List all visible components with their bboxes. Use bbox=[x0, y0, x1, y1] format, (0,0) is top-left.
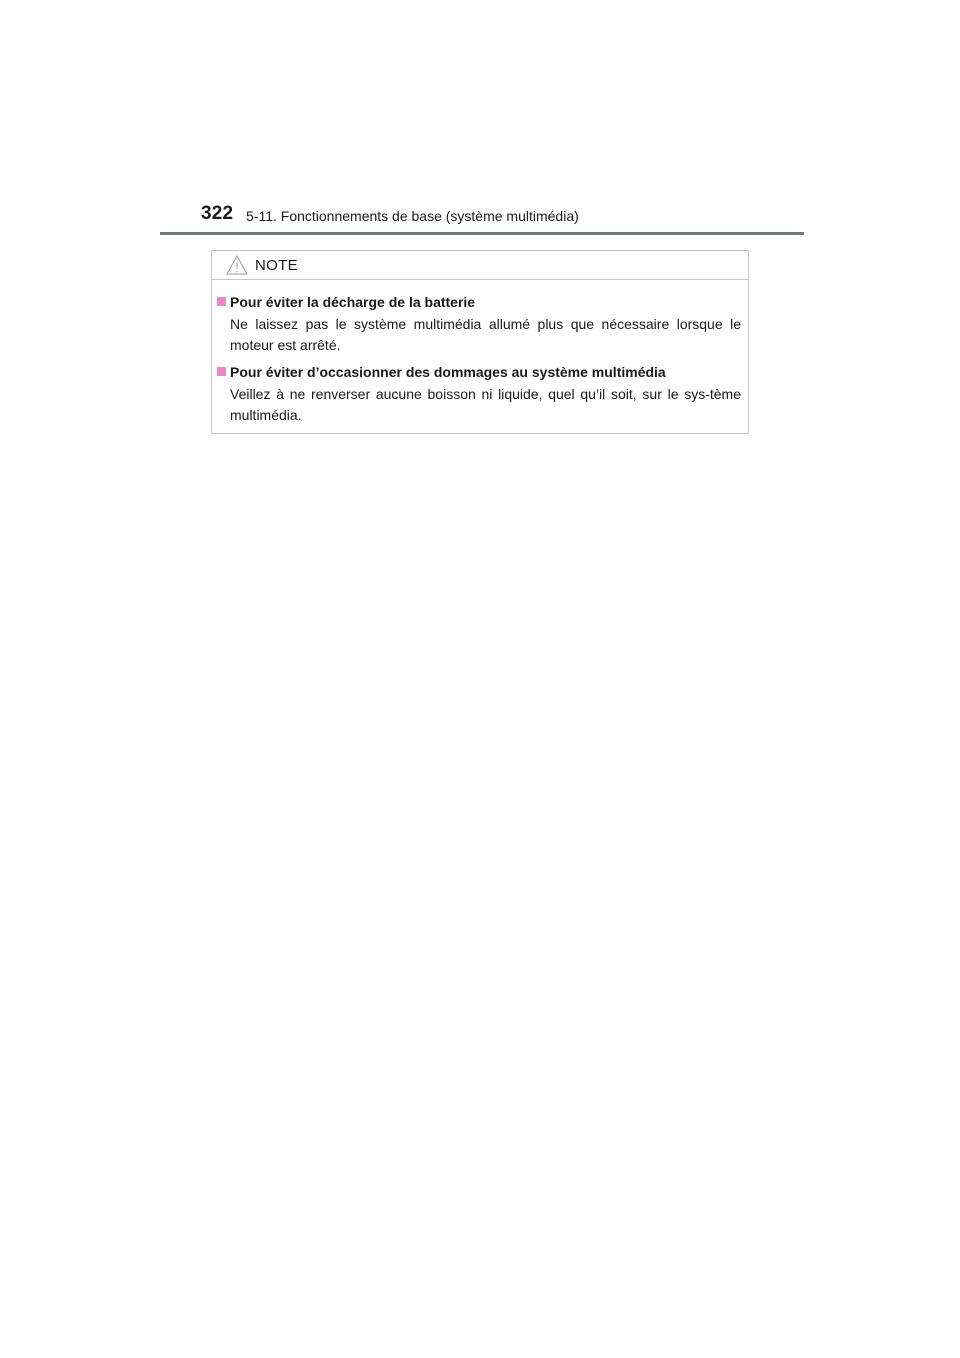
note-box bbox=[211, 250, 749, 434]
note-label: NOTE bbox=[255, 257, 298, 274]
note-item-title-text: Pour éviter la décharge de la batterie bbox=[230, 294, 476, 310]
page-number: 322 bbox=[201, 203, 234, 224]
note-item-text: Ne laissez pas le système multimédia allumé plus que nécessaire lorsque le moteur est arrêté. bbox=[230, 316, 741, 353]
note-item-text: Veillez à ne renverser aucune boisson ni liquide, quel qu’il soit, sur le sys-tème multimédia. bbox=[230, 386, 741, 423]
note-header bbox=[212, 251, 748, 280]
square-bullet-icon bbox=[217, 367, 226, 376]
note-item-damage bbox=[217, 362, 741, 426]
section-title: 5-11. Fonctionnements de base (système multimédia) bbox=[246, 208, 579, 224]
header-rule bbox=[160, 232, 804, 235]
note-item-battery bbox=[217, 292, 741, 356]
note-item-title bbox=[217, 292, 741, 312]
note-item-title bbox=[217, 362, 741, 382]
note-item-title-text: Pour éviter d’occasionner des dommages au système multimédia bbox=[230, 364, 666, 380]
warning-triangle-icon bbox=[226, 255, 248, 275]
note-body bbox=[217, 292, 741, 432]
square-bullet-icon bbox=[217, 297, 226, 306]
